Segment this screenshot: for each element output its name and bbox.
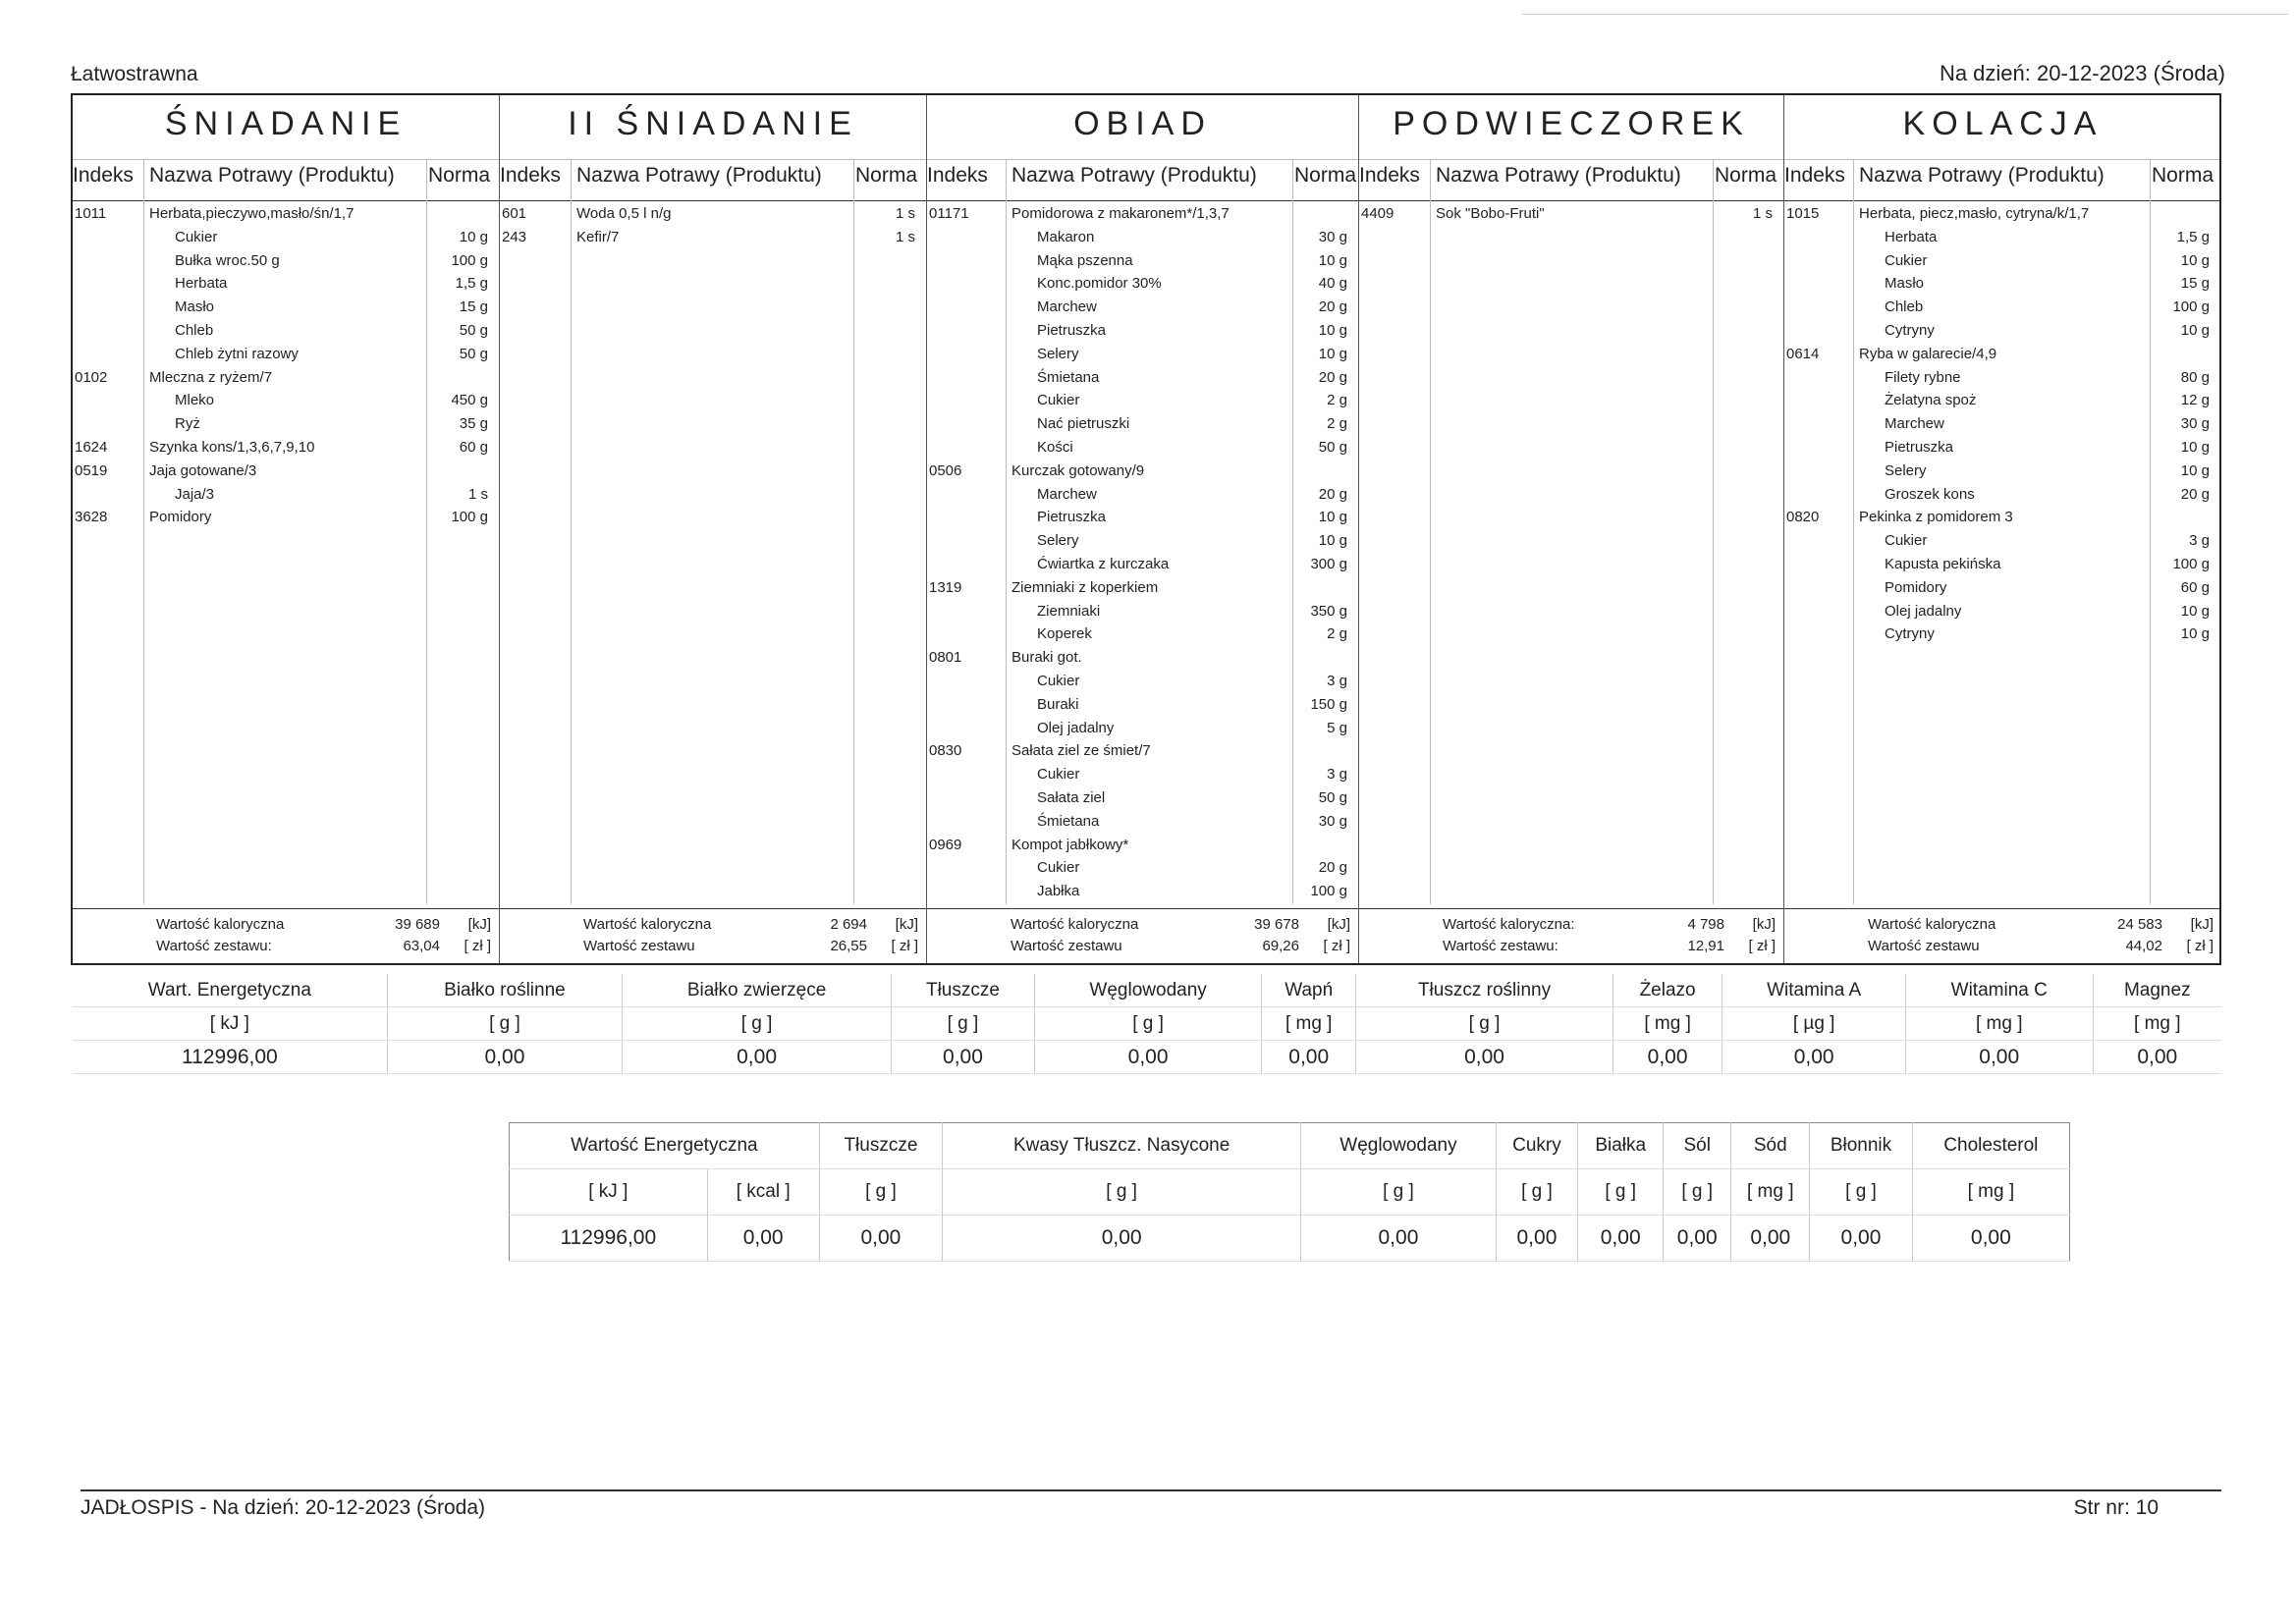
row-name: Herbata <box>1885 228 1938 245</box>
nutrient-unit-0: [ kJ ] <box>73 1007 387 1041</box>
facts-value-8: 0,00 <box>1731 1216 1810 1262</box>
row-name: Filety rybne <box>1885 368 1961 386</box>
row-quantity: 15 g <box>2180 275 2210 293</box>
row-name: Herbata <box>175 275 228 293</box>
facts-header-3: Cukry <box>1496 1123 1578 1169</box>
col-header-norma: Norma <box>428 164 491 187</box>
nutrient-header-0: Wart. Energetyczna <box>73 974 387 1007</box>
scan-edge-line <box>1522 14 2288 15</box>
nutrient-unit-6: [ g ] <box>1356 1007 1613 1041</box>
col-header-nazwa: Nazwa Potrawy (Produktu) <box>576 164 822 187</box>
row-name: Selery <box>1037 532 1079 550</box>
row-name: Groszek kons <box>1885 485 1975 503</box>
row-name: Pietruszka <box>1885 439 1954 456</box>
nutrient-unit-8: [ µg ] <box>1722 1007 1906 1041</box>
row-name: Cukier <box>1037 766 1080 784</box>
facts-value-4: 0,00 <box>1301 1216 1497 1262</box>
footer-line <box>81 1489 2221 1491</box>
row-name: Chleb żytni razowy <box>175 345 299 362</box>
row-name: Szynka kons/1,3,6,7,9,10 <box>149 439 315 456</box>
nutrient-value-8: 0,00 <box>1722 1041 1906 1074</box>
row-name: Pietruszka <box>1037 509 1107 526</box>
column-divider <box>1713 159 1714 904</box>
facts-value-2: 0,00 <box>819 1216 942 1262</box>
row-name: Kefir/7 <box>576 228 620 245</box>
row-quantity: 20 g <box>1318 368 1347 386</box>
row-name: Ryż <box>175 415 200 433</box>
facts-value-6: 0,00 <box>1578 1216 1664 1262</box>
facts-value-0: 112996,00 <box>510 1216 708 1262</box>
facts-unit-5: [ g ] <box>1496 1169 1578 1216</box>
nutrient-unit-4: [ g ] <box>1034 1007 1261 1041</box>
row-name: Cukier <box>1037 392 1080 409</box>
row-quantity: 50 g <box>1318 439 1347 456</box>
row-name: Chleb <box>1885 298 1924 316</box>
row-name: Cukier <box>1037 673 1080 689</box>
facts-header-1: Kwasy Tłuszcz. Nasycone <box>943 1123 1301 1169</box>
row-name: Pomidory <box>1885 578 1947 596</box>
row-quantity: 12 g <box>2180 392 2210 409</box>
row-name: Cukier <box>1037 859 1080 877</box>
row-name: Ziemniaki <box>1037 602 1101 620</box>
row-index: 1011 <box>75 205 107 222</box>
col-header-indeks: Indeks <box>1784 164 1845 187</box>
diet-name: Łatwostrawna <box>71 63 198 85</box>
menu-table <box>71 93 2221 965</box>
summary-cost-value: 12,91 <box>1687 938 1724 954</box>
column-divider <box>1006 159 1007 904</box>
row-name: Bułka wroc.50 g <box>175 251 280 269</box>
nutrient-value-4: 0,00 <box>1034 1041 1261 1074</box>
meal-title: ŚNIADANIE <box>164 105 408 142</box>
nutrition-facts-table <box>509 1122 2070 1262</box>
row-quantity: 1 s <box>1752 205 1773 222</box>
nutrient-value-6: 0,00 <box>1356 1041 1613 1074</box>
row-quantity: 5 g <box>1327 719 1347 736</box>
summary-kcal-label: Wartość kaloryczna <box>583 916 712 933</box>
row-name: Buraki <box>1037 695 1079 713</box>
facts-unit-8: [ mg ] <box>1731 1169 1810 1216</box>
row-quantity: 20 g <box>1318 859 1347 877</box>
row-index: 1319 <box>929 578 962 596</box>
summary-cost-unit: [ zł ] <box>891 938 918 954</box>
row-index: 0519 <box>75 461 108 479</box>
row-quantity: 10 g <box>2180 251 2210 269</box>
row-quantity: 80 g <box>2180 368 2210 386</box>
row-name: Jaja/3 <box>175 485 215 503</box>
row-quantity: 100 g <box>451 509 488 526</box>
row-name: Sałata ziel <box>1037 789 1106 806</box>
row-name: Cukier <box>1885 251 1928 269</box>
facts-header-7: Błonnik <box>1810 1123 1912 1169</box>
row-name: Mąka pszenna <box>1037 251 1133 269</box>
row-quantity: 15 g <box>459 298 488 316</box>
meal-title: KOLACJA <box>1902 105 2104 142</box>
column-divider <box>2150 159 2151 904</box>
row-quantity: 1 s <box>467 485 488 503</box>
column-divider <box>571 159 572 904</box>
facts-header-2: Węglowodany <box>1301 1123 1497 1169</box>
row-quantity: 100 g <box>2172 556 2210 572</box>
meal-column-kolacja <box>1784 95 2221 963</box>
facts-unit-9: [ g ] <box>1810 1169 1912 1216</box>
row-name: Cytryny <box>1885 625 1935 643</box>
row-quantity: 3 g <box>1327 673 1347 689</box>
row-index: 0969 <box>929 836 962 853</box>
row-name: Cukier <box>175 228 218 245</box>
nutrient-value-5: 0,00 <box>1262 1041 1356 1074</box>
row-name: Jabłka <box>1037 883 1080 900</box>
row-quantity: 3 g <box>1327 766 1347 784</box>
row-quantity: 2 g <box>1327 415 1347 433</box>
row-name: Mleko <box>175 392 215 409</box>
row-name: Pekinka z pomidorem 3 <box>1859 509 2013 526</box>
row-quantity: 60 g <box>459 439 488 456</box>
row-name: Ryba w galarecie/4,9 <box>1859 345 1997 362</box>
nutrient-value-3: 0,00 <box>891 1041 1034 1074</box>
row-quantity: 35 g <box>459 415 488 433</box>
summary-kcal-value: 39 678 <box>1254 916 1299 933</box>
row-name: Żelatyna spoż <box>1885 392 1977 409</box>
summary-kcal-value: 39 689 <box>395 916 440 933</box>
summary-kcal-value: 24 583 <box>2117 916 2162 933</box>
row-quantity: 100 g <box>1310 883 1347 900</box>
row-name: Selery <box>1885 461 1927 479</box>
row-name: Marchew <box>1037 298 1097 316</box>
energy-header: Wartość Energetyczna <box>510 1123 820 1169</box>
row-index: 1015 <box>1786 205 1820 222</box>
row-name: Sok "Bobo-Fruti" <box>1436 205 1545 222</box>
summary-kcal-label: Wartość kaloryczna <box>1011 916 1139 933</box>
summary-cost-label: Wartość zestawu <box>1868 938 1980 954</box>
row-quantity: 2 g <box>1327 625 1347 643</box>
row-name: Makaron <box>1037 228 1095 245</box>
row-quantity: 450 g <box>451 392 488 409</box>
nutrient-header-1: Białko roślinne <box>387 974 622 1007</box>
summary-cost-label: Wartość zestawu: <box>156 938 272 954</box>
facts-unit-4: [ g ] <box>1301 1169 1497 1216</box>
row-name: Ćwiartka z kurczaka <box>1037 556 1170 572</box>
row-name: Śmietana <box>1037 368 1100 386</box>
row-quantity: 20 g <box>1318 298 1347 316</box>
row-name: Herbata,pieczywo,masło/śn/1,7 <box>149 205 355 222</box>
meal-title: OBIAD <box>1073 105 1212 142</box>
row-name: Cytryny <box>1885 322 1935 339</box>
row-name: Marchew <box>1037 485 1097 503</box>
col-header-norma: Norma <box>2152 164 2214 187</box>
summary-cost-unit: [ zł ] <box>2186 938 2214 954</box>
summary-kcal-value: 2 694 <box>830 916 867 933</box>
row-quantity: 60 g <box>2180 578 2210 596</box>
nutrient-value-0: 112996,00 <box>73 1041 387 1074</box>
row-name: Kurczak gotowany/9 <box>1011 461 1145 479</box>
row-index: 243 <box>502 228 527 245</box>
row-name: Sałata ziel ze śmiet/7 <box>1011 742 1151 760</box>
facts-unit-0: [ kJ ] <box>510 1169 708 1216</box>
facts-header-4: Białka <box>1578 1123 1664 1169</box>
row-index: 3628 <box>75 509 108 526</box>
row-index: 1624 <box>75 439 108 456</box>
nutrient-header-5: Wapń <box>1262 974 1356 1007</box>
summary-cost-unit: [ zł ] <box>464 938 491 954</box>
column-divider <box>426 159 427 904</box>
row-quantity: 10 g <box>1318 345 1347 362</box>
col-header-nazwa: Nazwa Potrawy (Produktu) <box>1011 164 1257 187</box>
row-index: 0820 <box>1786 509 1820 526</box>
row-index: 0801 <box>929 649 962 667</box>
row-quantity: 30 g <box>1318 812 1347 830</box>
row-quantity: 150 g <box>1310 695 1347 713</box>
row-name: Chleb <box>175 322 214 339</box>
row-quantity: 100 g <box>2172 298 2210 316</box>
row-name: Pomidorowa z makaronem*/1,3,7 <box>1011 205 1230 222</box>
summary-cost-value: 26,55 <box>830 938 867 954</box>
row-name: Buraki got. <box>1011 649 1082 667</box>
meal-title: PODWIECZOREK <box>1393 105 1750 142</box>
facts-value-1: 0,00 <box>707 1216 819 1262</box>
row-name: Mleczna z ryżem/7 <box>149 368 273 386</box>
col-header-indeks: Indeks <box>1359 164 1420 187</box>
summary-cost-label: Wartość zestawu: <box>1443 938 1558 954</box>
row-name: Marchew <box>1885 415 1944 433</box>
summary-kcal-unit: [kJ] <box>895 916 918 933</box>
col-header-nazwa: Nazwa Potrawy (Produktu) <box>1859 164 2105 187</box>
col-header-nazwa: Nazwa Potrawy (Produktu) <box>149 164 395 187</box>
summary-kcal-label: Wartość kaloryczna <box>1868 916 1996 933</box>
column-divider <box>143 159 144 904</box>
facts-header-8: Cholesterol <box>1912 1123 2069 1169</box>
nutrient-value-9: 0,00 <box>1905 1041 2093 1074</box>
row-name: Kapusta pekińska <box>1885 556 2001 572</box>
nutrient-header-10: Magnez <box>2093 974 2221 1007</box>
row-quantity: 10 g <box>459 228 488 245</box>
summary-kcal-unit: [kJ] <box>467 916 491 933</box>
col-header-norma: Norma <box>855 164 918 187</box>
row-quantity: 3 g <box>2189 532 2210 550</box>
summary-cost-label: Wartość zestawu <box>583 938 695 954</box>
row-index: 601 <box>502 205 527 222</box>
row-name: Pietruszka <box>1037 322 1107 339</box>
nutrient-unit-1: [ g ] <box>387 1007 622 1041</box>
row-quantity: 10 g <box>1318 532 1347 550</box>
row-name: Ziemniaki z koperkiem <box>1011 578 1159 596</box>
col-header-indeks: Indeks <box>927 164 988 187</box>
facts-header-6: Sód <box>1731 1123 1810 1169</box>
col-header-indeks: Indeks <box>500 164 561 187</box>
row-quantity: 350 g <box>1310 602 1347 620</box>
row-quantity: 50 g <box>1318 789 1347 806</box>
row-quantity: 10 g <box>1318 509 1347 526</box>
facts-unit-3: [ g ] <box>943 1169 1301 1216</box>
row-name: Kompot jabłkowy* <box>1011 836 1129 853</box>
nutrient-summary-table <box>73 974 2221 1074</box>
row-name: Masło <box>1885 275 1925 293</box>
facts-value-10: 0,00 <box>1912 1216 2069 1262</box>
col-header-indeks: Indeks <box>73 164 134 187</box>
row-index: 0506 <box>929 461 962 479</box>
facts-value-9: 0,00 <box>1810 1216 1912 1262</box>
nutrient-value-10: 0,00 <box>2093 1041 2221 1074</box>
row-index: 0614 <box>1786 345 1820 362</box>
summary-kcal-unit: [kJ] <box>1752 916 1776 933</box>
col-header-norma: Norma <box>1715 164 1777 187</box>
row-quantity: 2 g <box>1327 392 1347 409</box>
meal-column-obiad <box>927 95 1359 963</box>
row-quantity: 40 g <box>1318 275 1347 293</box>
row-quantity: 1 s <box>895 228 915 245</box>
nutrient-unit-10: [ mg ] <box>2093 1007 2221 1041</box>
nutrient-unit-5: [ mg ] <box>1262 1007 1356 1041</box>
column-divider <box>1292 159 1293 904</box>
row-quantity: 20 g <box>2180 485 2210 503</box>
facts-value-5: 0,00 <box>1496 1216 1578 1262</box>
nutrient-unit-9: [ mg ] <box>1905 1007 2093 1041</box>
summary-kcal-unit: [kJ] <box>2190 916 2214 933</box>
summary-kcal-label: Wartość kaloryczna <box>156 916 285 933</box>
nutrient-value-2: 0,00 <box>623 1041 892 1074</box>
row-name: Olej jadalny <box>1037 719 1115 736</box>
row-quantity: 10 g <box>2180 461 2210 479</box>
nutrient-value-1: 0,00 <box>387 1041 622 1074</box>
nutrient-value-7: 0,00 <box>1613 1041 1722 1074</box>
row-index: 0102 <box>75 368 108 386</box>
footer-title: JADŁOSPIS - Na dzień: 20-12-2023 (Środa) <box>81 1496 486 1519</box>
row-quantity: 30 g <box>2180 415 2210 433</box>
row-quantity: 10 g <box>2180 439 2210 456</box>
facts-value-7: 0,00 <box>1664 1216 1731 1262</box>
summary-cost-value: 63,04 <box>403 938 440 954</box>
nutrient-header-6: Tłuszcz roślinny <box>1356 974 1613 1007</box>
row-quantity: 100 g <box>451 251 488 269</box>
summary-cost-unit: [ zł ] <box>1323 938 1350 954</box>
row-index: 4409 <box>1361 205 1394 222</box>
row-name: Śmietana <box>1037 812 1100 830</box>
meal-column-podwieczorek <box>1359 95 1784 963</box>
row-quantity: 50 g <box>459 322 488 339</box>
facts-unit-2: [ g ] <box>819 1169 942 1216</box>
facts-unit-6: [ g ] <box>1578 1169 1664 1216</box>
meal-column-ii-s-niadanie <box>500 95 927 963</box>
summary-cost-unit: [ zł ] <box>1748 938 1776 954</box>
row-name: Selery <box>1037 345 1079 362</box>
row-quantity: 1,5 g <box>455 275 488 293</box>
facts-value-3: 0,00 <box>943 1216 1301 1262</box>
facts-header-0: Tłuszcze <box>819 1123 942 1169</box>
nutrient-header-4: Węglowodany <box>1034 974 1261 1007</box>
row-name: Olej jadalny <box>1885 602 1962 620</box>
row-quantity: 300 g <box>1310 556 1347 572</box>
row-name: Cukier <box>1885 532 1928 550</box>
row-name: Jaja gotowane/3 <box>149 461 257 479</box>
header-date: Na dzień: 20-12-2023 (Środa) <box>1939 61 2225 85</box>
meal-column-s-niadanie <box>73 95 500 963</box>
col-header-norma: Norma <box>1294 164 1357 187</box>
nutrient-header-9: Witamina C <box>1905 974 2093 1007</box>
facts-unit-7: [ g ] <box>1664 1169 1731 1216</box>
column-divider <box>853 159 854 904</box>
row-name: Koperek <box>1037 625 1092 643</box>
row-quantity: 10 g <box>2180 625 2210 643</box>
summary-kcal-unit: [kJ] <box>1327 916 1350 933</box>
row-name: Nać pietruszki <box>1037 415 1130 433</box>
row-quantity: 30 g <box>1318 228 1347 245</box>
summary-cost-value: 44,02 <box>2125 938 2162 954</box>
row-quantity: 20 g <box>1318 485 1347 503</box>
row-name: Masło <box>175 298 215 316</box>
nutrient-header-3: Tłuszcze <box>891 974 1034 1007</box>
row-quantity: 10 g <box>1318 251 1347 269</box>
row-name: Woda 0,5 l n/g <box>576 205 672 222</box>
col-header-nazwa: Nazwa Potrawy (Produktu) <box>1436 164 1681 187</box>
nutrient-unit-7: [ mg ] <box>1613 1007 1722 1041</box>
summary-cost-value: 69,26 <box>1262 938 1299 954</box>
row-quantity: 50 g <box>459 345 488 362</box>
meal-title: II ŚNIADANIE <box>568 105 858 142</box>
summary-kcal-label: Wartość kaloryczna: <box>1443 916 1575 933</box>
column-divider <box>1853 159 1854 904</box>
row-name: Kości <box>1037 439 1073 456</box>
nutrient-unit-3: [ g ] <box>891 1007 1034 1041</box>
nutrient-header-7: Żelazo <box>1613 974 1722 1007</box>
facts-unit-1: [ kcal ] <box>707 1169 819 1216</box>
row-quantity: 10 g <box>2180 602 2210 620</box>
nutrient-header-8: Witamina A <box>1722 974 1906 1007</box>
page-number: Str nr: 10 <box>2073 1496 2159 1519</box>
row-name: Pomidory <box>149 509 212 526</box>
row-quantity: 10 g <box>2180 322 2210 339</box>
facts-unit-10: [ mg ] <box>1912 1169 2069 1216</box>
row-quantity: 1,5 g <box>2176 228 2210 245</box>
summary-kcal-value: 4 798 <box>1687 916 1724 933</box>
facts-header-5: Sól <box>1664 1123 1731 1169</box>
summary-cost-label: Wartość zestawu <box>1011 938 1122 954</box>
row-name: Konc.pomidor 30% <box>1037 275 1162 293</box>
row-quantity: 1 s <box>895 205 915 222</box>
row-index: 0830 <box>929 742 962 760</box>
nutrient-unit-2: [ g ] <box>623 1007 892 1041</box>
row-name: Herbata, piecz,masło, cytryna/k/1,7 <box>1859 205 2090 222</box>
row-index: 01171 <box>929 205 969 222</box>
column-divider <box>1430 159 1431 904</box>
nutrient-header-2: Białko zwierzęce <box>623 974 892 1007</box>
row-quantity: 10 g <box>1318 322 1347 339</box>
